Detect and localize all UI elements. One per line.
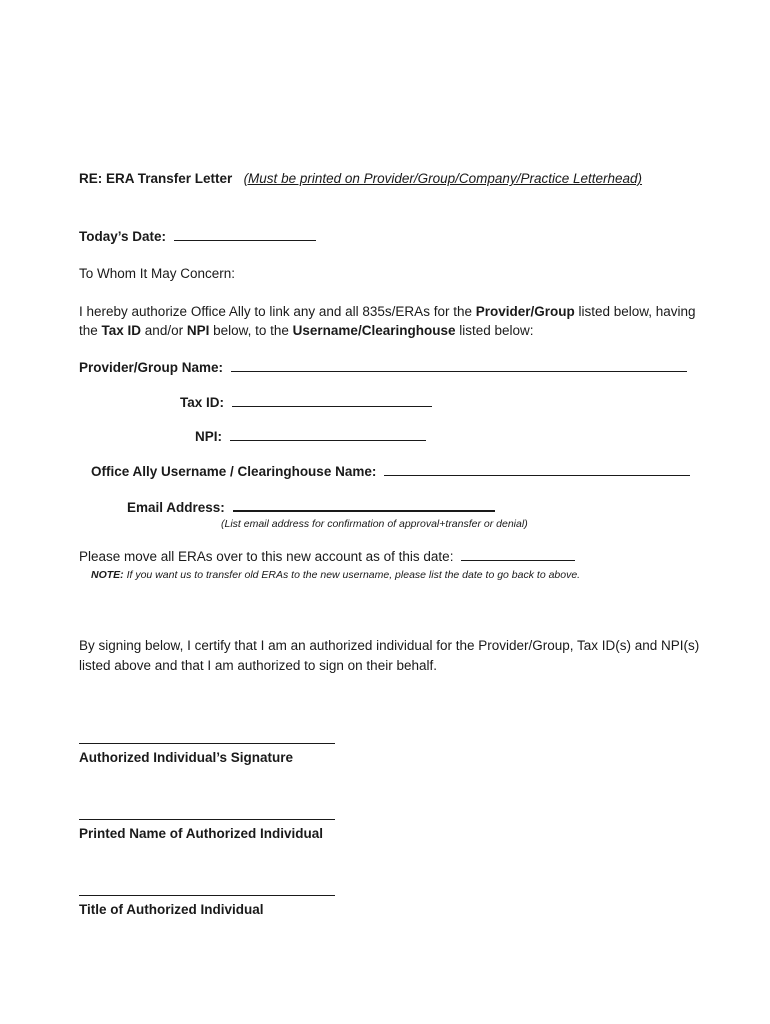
auth-text-5: below, to the xyxy=(209,323,293,338)
auth-text-4: and/or xyxy=(141,323,187,338)
move-date-field[interactable] xyxy=(461,548,575,561)
username-field[interactable] xyxy=(384,463,690,476)
auth-tax-id: Tax ID xyxy=(101,323,142,338)
email-row xyxy=(127,498,495,517)
email-hint: (List email address for confirmation of approval+transfer or denial) xyxy=(221,518,528,530)
auth-text-3: the xyxy=(79,323,102,338)
move-eras-row xyxy=(79,548,575,566)
npi-row xyxy=(195,428,426,446)
note-label: NOTE: xyxy=(91,569,124,581)
tax-id-row xyxy=(180,394,432,412)
provider-group-row xyxy=(79,359,687,377)
provider-group-field[interactable] xyxy=(231,359,687,372)
authorization-line-1 xyxy=(79,303,696,321)
npi-field[interactable] xyxy=(230,428,426,441)
auth-text-1: I hereby authorize Office Ally to link any and all 835s/ERAs for the xyxy=(79,304,476,319)
npi-label: NPI: xyxy=(195,429,222,444)
certify-line-1: By signing below, I certify that I am an authorized individual for the Provider/Group, Tax ID(s) and NPI(s) xyxy=(79,638,700,653)
note-row xyxy=(91,569,580,583)
signature-label: Authorized Individual’s Signature xyxy=(79,750,294,765)
auth-provider-group: Provider/Group xyxy=(475,304,575,319)
date-field[interactable] xyxy=(174,228,316,241)
provider-group-label: Provider/Group Name: xyxy=(79,360,224,375)
re-line xyxy=(79,170,642,188)
tax-id-field[interactable] xyxy=(232,394,432,407)
move-eras-text: Please move all ERAs over to this new account as of this date: xyxy=(79,549,454,564)
username-label: Office Ally Username / Clearinghouse Name: xyxy=(91,464,377,479)
auth-username: Username/Clearinghouse xyxy=(292,323,456,338)
authorization-line-2 xyxy=(79,322,534,340)
note-text: If you want us to transfer old ERAs to the new username, please list the date to go back to above. xyxy=(123,569,581,581)
email-field[interactable] xyxy=(233,498,495,512)
title-line[interactable] xyxy=(79,895,335,896)
title-label: Title of Authorized Individual xyxy=(79,902,264,917)
email-label: Email Address: xyxy=(127,500,225,515)
auth-text-2: listed below, having xyxy=(574,304,696,319)
letterhead-note: (Must be printed on Provider/Group/Company/Practice Letterhead) xyxy=(243,171,643,186)
certify-line-2: listed above and that I am authorized to sign on their behalf. xyxy=(79,658,437,673)
tax-id-label: Tax ID: xyxy=(180,395,225,410)
auth-npi: NPI xyxy=(186,323,210,338)
signature-line[interactable] xyxy=(79,743,335,744)
auth-text-6: listed below: xyxy=(455,323,534,338)
salutation: To Whom It May Concern: xyxy=(79,266,236,281)
date-row xyxy=(79,228,316,246)
username-row xyxy=(91,463,690,481)
re-title: RE: ERA Transfer Letter xyxy=(79,171,233,186)
printed-name-label: Printed Name of Authorized Individual xyxy=(79,826,324,841)
printed-name-line[interactable] xyxy=(79,819,335,820)
date-label: Today’s Date: xyxy=(79,229,167,244)
